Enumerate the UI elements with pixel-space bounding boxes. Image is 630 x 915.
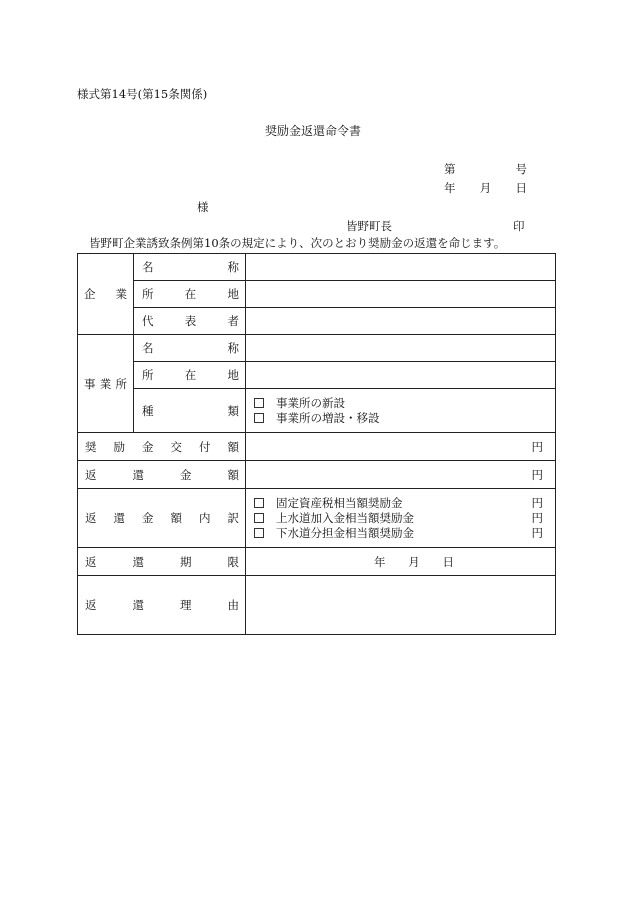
company-representative-label: 代 表 者 xyxy=(134,308,246,335)
form-number: 様式第14号(第15条関係) xyxy=(77,87,208,101)
breakdown-property-tax[interactable]: 固定資産税相当額奨励金 円 xyxy=(254,496,543,511)
refund-amount-label: 返 還 金 額 xyxy=(78,461,246,489)
date-day: 日 xyxy=(515,181,527,195)
refund-order-table xyxy=(77,253,556,635)
company-group-label xyxy=(78,254,134,335)
number-prefix: 第 xyxy=(444,162,456,176)
company-representative-value[interactable] xyxy=(246,308,556,335)
deadline-month: 月 xyxy=(408,554,420,569)
checkbox[interactable] xyxy=(254,413,264,423)
grant-amount-label: 奨 励 金 交 付 額 xyxy=(78,433,246,461)
company-label: 企 業 xyxy=(84,287,127,301)
grant-amount-value[interactable] xyxy=(246,433,556,461)
deadline-day: 日 xyxy=(442,554,454,569)
refund-amount-value[interactable] xyxy=(246,461,556,489)
refund-breakdown-items xyxy=(246,489,556,548)
reason-label: 返 還 理 由 xyxy=(78,576,246,635)
document-date xyxy=(444,180,527,196)
deadline-value[interactable] xyxy=(246,548,556,576)
reason-value[interactable] xyxy=(246,576,556,635)
office-type-expand[interactable]: 事業所の増設・移設 xyxy=(254,411,543,426)
office-type-options xyxy=(246,389,556,433)
seal-mark: 印 xyxy=(513,219,525,233)
refund-breakdown-label: 返 還 金 額 内 訳 xyxy=(78,489,246,548)
intro-text: 皆野町企業誘致条例第10条の規定により、次のとおり奨励金の返還を命じます。 xyxy=(89,236,506,250)
office-label: 事 業 所 xyxy=(84,376,127,391)
company-name-label: 名 称 xyxy=(134,254,246,281)
checkbox[interactable] xyxy=(254,398,264,408)
document-number xyxy=(444,161,527,177)
company-address-label: 所 在 地 xyxy=(134,281,246,308)
number-suffix: 号 xyxy=(515,162,527,176)
checkbox[interactable] xyxy=(254,513,264,523)
office-group-label xyxy=(78,335,134,433)
checkbox[interactable] xyxy=(254,528,264,538)
yen-unit: 円 xyxy=(531,467,543,482)
date-month: 月 xyxy=(479,181,492,195)
company-address-value[interactable] xyxy=(246,281,556,308)
office-type-label: 種 類 xyxy=(134,389,246,433)
checkbox[interactable] xyxy=(254,498,264,508)
office-name-value[interactable] xyxy=(246,335,556,362)
date-year: 年 xyxy=(444,181,456,195)
office-type-new[interactable]: 事業所の新設 xyxy=(254,396,543,411)
issuer: 皆野町長 xyxy=(346,219,392,233)
addressee-suffix: 様 xyxy=(197,200,209,214)
company-name-value[interactable] xyxy=(246,254,556,281)
yen-unit: 円 xyxy=(531,439,543,454)
breakdown-sewerage[interactable]: 下水道分担金相当額奨励金 円 xyxy=(254,526,543,541)
office-address-label: 所 在 地 xyxy=(134,362,246,389)
deadline-label: 返 還 期 限 xyxy=(78,548,246,576)
deadline-year: 年 xyxy=(374,554,386,569)
office-address-value[interactable] xyxy=(246,362,556,389)
office-name-label: 名 称 xyxy=(134,335,246,362)
breakdown-water-supply[interactable]: 上水道加入金相当額奨励金 円 xyxy=(254,511,543,526)
document-title: 奨励金返還命令書 xyxy=(265,124,362,138)
